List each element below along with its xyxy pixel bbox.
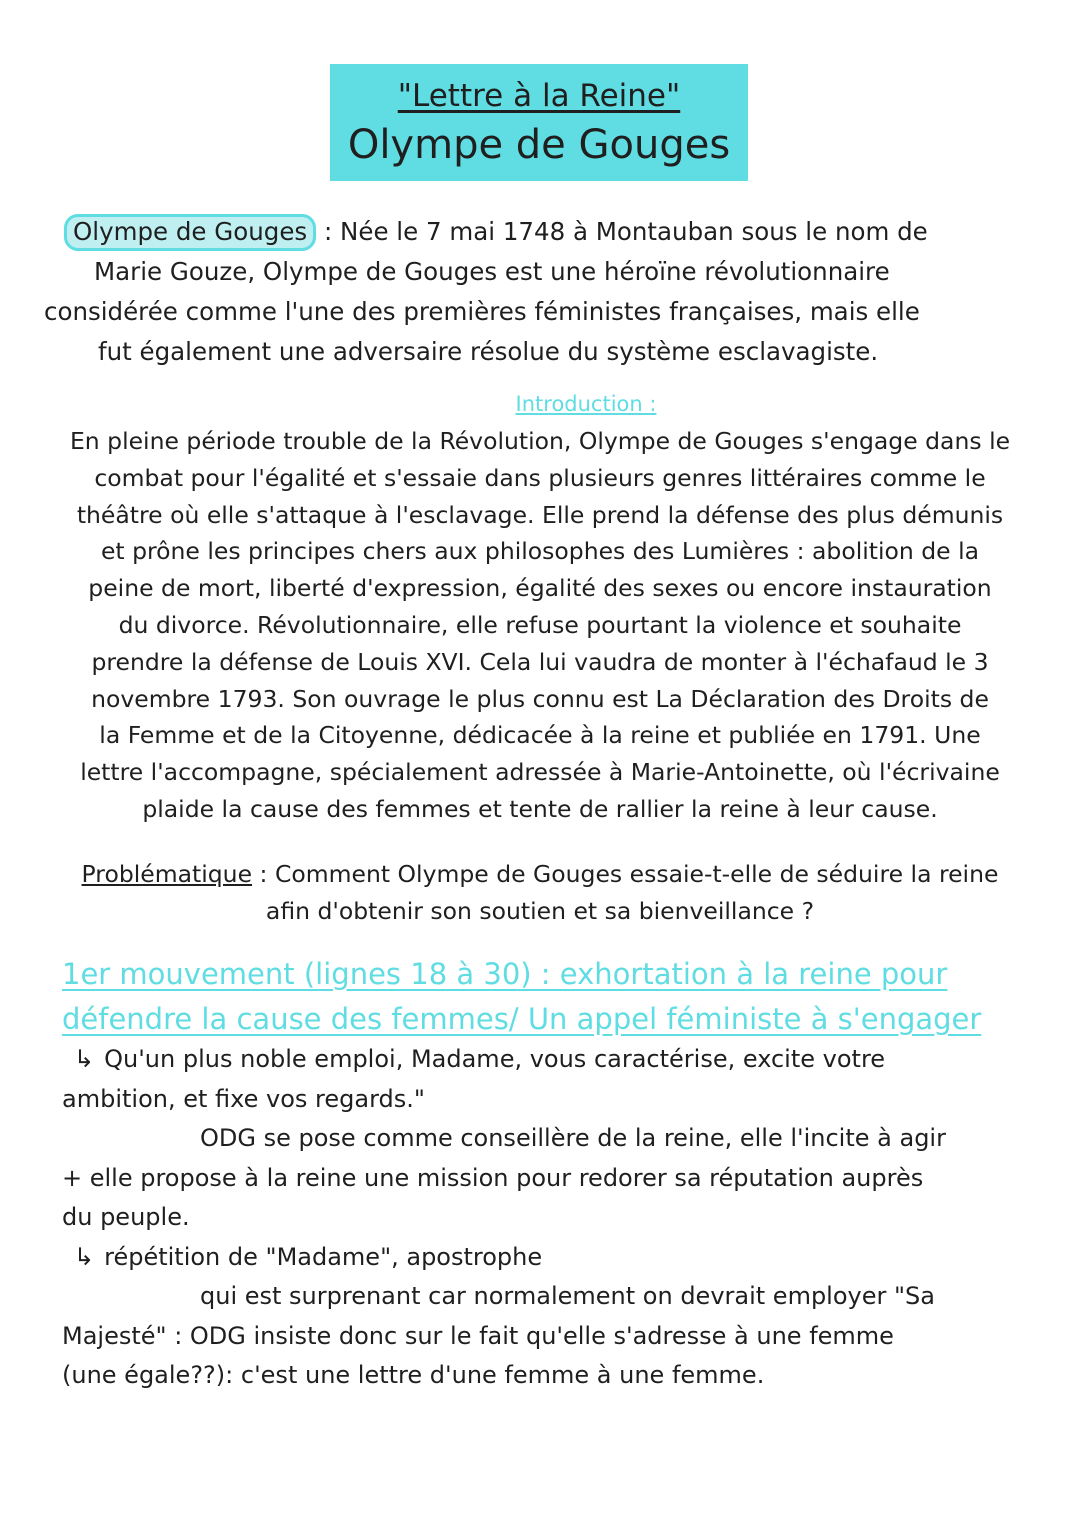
intro-line: novembre 1793. Son ouvrage le plus connu est La Déclaration des Droits de	[91, 684, 989, 713]
movement-line-1: 1er mouvement (lignes 18 à 30) : exhortation à la reine pour	[62, 957, 948, 991]
comment-2-line-3: (une égale??): c'est une lettre d'une femme à une femme.	[62, 1361, 765, 1389]
bio-line-3: considérée comme l'une des premières féministes françaises, mais elle	[44, 297, 920, 326]
intro-line: la Femme et de la Citoyenne, dédicacée à la reine et publiée en 1791. Une	[99, 721, 981, 750]
quote-line-2: ambition, et fixe vos regards."	[62, 1084, 425, 1113]
comment-1-line-2: + elle propose à la reine une mission pour redorer sa réputation auprès	[62, 1163, 924, 1192]
intro-line: prendre la défense de Louis XVI. Cela lui vaudra de monter à l'échafaud le 3	[91, 647, 989, 676]
title-line-2: Olympe de Gouges	[347, 122, 731, 168]
highlighted-name: Olympe de Gouges	[64, 214, 316, 251]
problematique-section	[40, 856, 1040, 930]
intro-line: et prône les principes chers aux philosophes des Lumières : abolition de la	[100, 537, 980, 566]
arrow-icon: ↳	[74, 1242, 95, 1271]
introduction-paragraph	[40, 423, 1040, 828]
comment-2-line-1: qui est surprenant car normalement on devrait employer "Sa	[200, 1282, 935, 1310]
intro-line: combat pour l'égalité et s'essaie dans plusieurs genres littéraires comme le	[94, 463, 986, 492]
intro-line: du divorce. Révolutionnaire, elle refuse pourtant la violence et souhaite	[118, 610, 962, 639]
comment-2-line-2: Majesté" : ODG insiste donc sur le fait qu'elle s'adresse à une femme	[62, 1321, 894, 1350]
arrow-icon: ↳	[74, 1045, 95, 1073]
problematique-label: Problématique	[81, 860, 253, 888]
introduction-heading: Introduction :	[515, 392, 657, 416]
bio-separator: :	[323, 217, 333, 246]
movement-line-2: défendre la cause des femmes/ Un appel féministe à s'engager	[62, 1002, 982, 1036]
comment-1-line-1: ODG se pose comme conseillère de la reine, elle l'incite à agir	[200, 1124, 946, 1152]
bio-line-2: Marie Gouze, Olympe de Gouges est une héroïne révolutionnaire	[94, 257, 890, 286]
intro-line: plaide la cause des femmes et tente de rallier la reine à leur cause.	[142, 794, 938, 823]
comment-1-line-3: du peuple.	[62, 1203, 190, 1231]
quote-line-1: Qu'un plus noble emploi, Madame, vous caractérise, excite votre	[104, 1045, 886, 1073]
analysis-section	[62, 1040, 1042, 1396]
intro-line: peine de mort, liberté d'expression, égalité des sexes ou encore instauration	[88, 574, 992, 603]
problematique-line-1: Comment Olympe de Gouges essaie-t-elle de séduire la reine	[274, 860, 999, 888]
intro-line: lettre l'accompagne, spécialement adressée à Marie-Antoinette, où l'écrivaine	[80, 758, 1000, 787]
first-movement-heading	[62, 952, 1042, 1042]
intro-line: En pleine période trouble de la Révolution, Olympe de Gouges s'engage dans le	[69, 427, 1011, 455]
point-2: répétition de "Madame", apostrophe	[104, 1242, 543, 1271]
bio-line-1: Née le 7 mai 1748 à Montauban sous le nom de	[340, 217, 928, 246]
biography-paragraph	[40, 212, 1040, 372]
problematique-separator: :	[259, 860, 268, 888]
intro-line: théâtre où elle s'attaque à l'esclavage. Elle prend la défense des plus démunis	[76, 500, 1004, 529]
problematique-line-2: afin d'obtenir son soutien et sa bienveillance ?	[265, 897, 815, 925]
title-line-1: "Lettre à la Reine"	[397, 78, 681, 114]
title-box	[330, 64, 748, 181]
bio-line-4: fut également une adversaire résolue du système esclavagiste.	[98, 337, 879, 366]
